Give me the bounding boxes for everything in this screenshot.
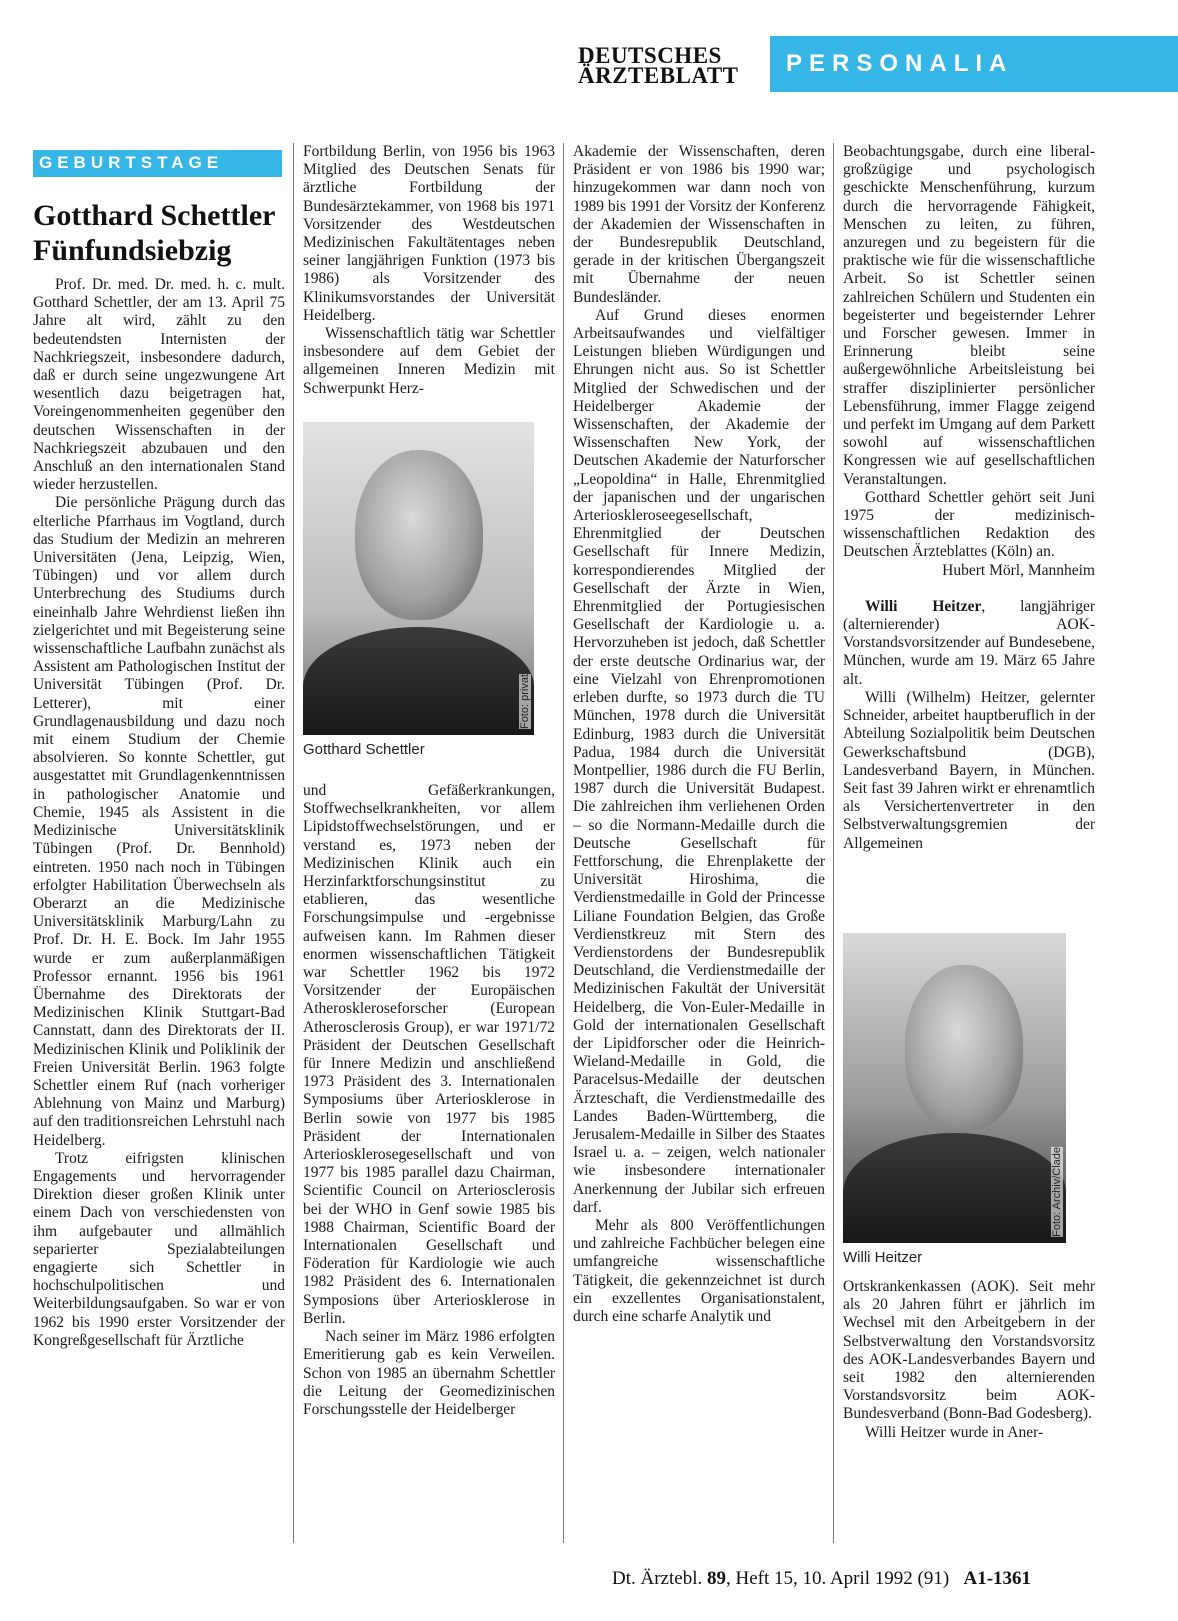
column-rule [563,143,564,1543]
paragraph: Prof. Dr. med. Dr. med. h. c. mult. Gotthard Schettler, der am 13. April 75 Jahre alt wird, zählt zu den bedeutendsten Internisten der Nachkriegszeit, insbesondere dadurch, daß er durch seine ungezwungene Art wesentlich dazu beigetragen hat, Voreingenommenheiten gegenüber den deutschen Wissenschaften in der Nachkriegszeit abzubauen und den Anschluß an den internationalen Stand wieder herzustellen. [33,276,285,494]
paragraph: Beobachtungsgabe, durch eine liberal-großzügige und psychologisch geschickte Menschenführung, kurzum durch die hervorragende Fähigkeit, Menschen zu leiten, zu führen, anzuregen und zu begeistern für die praktische wie für die wissenschaftliche Arbeit. So ist Schettler seinen zahlreichen Schülern und Studenten ein begeisterter und begeisternder Lehrer und Forscher gewesen. Immer in Erinnerung bleibt seine außergewöhnliche Arbeitsleistung bei straffer disziplinierter persönlicher Lebensführung, immer Flagge zeigend und perfekt im Umgang auf dem Parkett sowohl auf wissenschaftlichen Kongressen wie auf gesellschaftlichen Veranstaltungen. [843,143,1095,488]
paragraph: Nach seiner im März 1986 erfolgten Emeritierung gab es kein Verweilen. Schon von 1985 an übernahm Schettler die Leitung der Geomedizinischen Forschungsstelle der Heidelberger [303,1328,555,1418]
portrait-photo-heitzer [843,933,1066,1243]
article-column-4-bottom [843,1278,1095,1442]
paragraph: Ortskrankenkassen (AOK). Seit mehr als 20 Jahren führt er jährlich im Wechsel mit den Arbeitgebern in der Selbstverwaltung den Vorstandsvorsitz des AOK-Landesverbandes Bayern und seit 1982 den alternierenden Vorstandsvorsitz beim AOK-Bundesverband (Bonn-Bad Godesberg). [843,1278,1095,1423]
journal-logo [578,43,760,88]
paragraph: Fortbildung Berlin, von 1956 bis 1963 Mitglied des Deutschen Senats für ärztliche Fortbildung der Bundesärztekammer, von 1968 bis 1971 Vorsitzender des Westdeutschen Medizinischen Fakultätentages neben seiner langjährigen Funktion (1973 bis 1986) als Vorsitzender des Klinikumsvorstandes der Universität Heidelberg. [303,143,555,324]
person-name: Willi Heitzer [865,597,982,615]
rubric-band [33,150,282,177]
portrait-face [355,450,483,620]
paragraph: Trotz eifrigsten klinischen Engagements und hervorragender Direktion dieser großen Klinik unter einem Dach von verschiedensten von ihm aufgebauter und allmählich separierter Spezialabteilungen engagierte sich Schettler in hochschulpolitischen und Weiterbildungsaufgaben. So war er von 1962 bis 1990 erster Vorsitzender der Kongreßgesellschaft für Ärztliche [33,1149,285,1349]
paragraph: Mehr als 800 Veröffentlichungen und zahlreiche Fachbücher belegen eine umfangreiche wissenschaftliche Tätigkeit, die gekennzeichnet ist durch ein exzellentes Organisationstalent, durch eine scharfe Analytik und [573,1216,825,1325]
paragraph: Auf Grund dieses enormen Arbeitsaufwandes und vielfältiger Leistungen blieben Würdigungen und Ehrungen nicht aus. So ist Schettler Mitglied der Schwedischen und der Heidelberger Akademie der Wissenschaften, der Akademie der Wissenschaften New York, der Deutschen Akademie der Naturforscher „Leopoldina“ in Halle, Ehrenmitglied der japanischen und der ungarischen Arterioskleroseegesellschaft, Ehrenmitglied der Deutschen Gesellschaft für Innere Medizin, korrespondierendes Mitglied der Gesellschaft der Ärzte in Wien, Ehrenmitglied der Portugiesischen Gesellschaft der Kardiologie u. a. Hervorzuheben ist jedoch, daß Schettler der erste deutsche Ordinarius war, der eine Vielzahl von Ehrenpromotionen erleben durfte, so 1973 durch die TU München, 1978 durch die Universität Edinburg, 1983 durch die Universität Padua, 1984 durch die Universität Montpellier, 1986 durch die FU Berlin, 1987 durch die Universität Budapest. Die zahlreichen ihm verliehenen Orden – so die Normann-Medaille durch die Deutsche Gesellschaft für Fettforschung, die Ehrenplakette der Universität Hiroshima, die Verdienstmedaille in Gold der Princesse Liliane Foundation Belgien, das Große Verdienstkreuz mit Stern des Verdienstordens der Bundesrepublik Deutschland, die Verdienstmedaille der Medizinischen Fakultät der Universität Heidelberg, die Von-Euler-Medaille in Gold der internationalen Gesellschaft der Lipidforscher oder die Heinrich-Wieland-Medaille in Gold, die Paracelsus-Medaille der deutschen Ärzteschaft, die Verdienstmedaille des Landes Baden-Württemberg, die Jerusalem-Medaille in Silber des Staates Israel u. a. – zeigen, welch nationaler wie insbesondere internationaler Anerkennung der Jubilar sich erfreuen darf. [573,306,825,1216]
article-column-4 [843,143,1095,853]
column-rule [833,143,834,1543]
paragraph: Akademie der Wissenschaften, deren Präsident er von 1986 bis 1990 war; hinzugekommen war dann noch von 1989 bis 1991 der Vorsitz der Konferenz der Akademien der Wissenschaften in der Bundesrepublik Deutschland, gerade in der kritischen Übergangszeit mit Übernahme der neuen Bundesländer. [573,143,825,306]
portrait-photo-schettler [303,422,534,735]
logo-line-1: DEUTSCHES [578,43,722,68]
article-column-1 [33,276,285,1350]
portrait-suit [303,627,534,735]
article-headline [33,198,285,268]
paragraph: Wissenschaftlich tätig war Schettler insbesondere auf dem Gebiet der allgemeinen Inneren Medizin mit Schwerpunkt Herz- [303,325,555,397]
page-number: A1-1361 [963,1568,1032,1589]
photo-credit: Foto: Archiv/Clade [1051,1147,1063,1237]
issue-date: , Heft 15, 10. April 1992 (91) [725,1568,950,1589]
paragraph [843,598,1095,689]
author-signature: Hubert Mörl, Mannheim [942,561,1095,579]
section-band [770,36,1178,92]
article-column-3 [573,143,825,1326]
headline-line-1: Gotthard Schettler [33,199,276,232]
portrait-suit [843,1133,1066,1243]
page-footer [612,1568,1148,1590]
section-label: PERSONALIA [786,50,1014,77]
paragraph: Die persönliche Prägung durch das elterliche Pfarrhaus im Vogtland, durch das Studium der Medizin an mehreren Universitäten (Jena, Leipzig, Wien, Tübingen) und vor allem durch Unterbrechung des Studiums durch eineinhalb Jahre Wehrdienst ließen ihn zielgerichtet und mit Begeisterung seine wissenschaftliche Laufbahn zunächst als Assistent am Pathologischen Institut der Universität Tübingen (Prof. Dr. Letterer), mit einer Grundlagenausbildung und dazu noch mit einem Studium der Chemie absolvieren. So konnte Schettler, gut ausgestattet mit Grundlagenkenntnissen in pathologischer Anatomie und Chemie, 1945 als Assistent in die Medizinische Universitätsklinik Tübingen (Prof. Dr. Bennhold) eintreten. 1950 nach noch in Tübingen erfolgter Habilitation Überwechseln als Oberarzt an die Medizinische Universitätsklinik Marburg/Lahn zu Prof. Dr. H. E. Bock. Im Jahr 1955 wurde er zum außerplanmäßigen Professor ernannt. 1956 bis 1961 Übernahme des Direktorats der Medizinischen Klinik Stuttgart-Bad Cannstatt, dann des Direktorats der II. Medizinischen Klinik und Poliklinik der Freien Universität Berlin. 1963 folgte Schettler einem Ruf (nach vorheriger Ablehnung von Mainz und Marburg) auf den traditionsreichen Lehrstuhl nach Heidelberg. [33,494,285,1149]
paragraph: Gotthard Schettler gehört seit Juni 1975 der medizinisch-wissenschaftlichen Redaktion des Deutschen Ärzteblattes (Köln) an. [843,488,1095,561]
photo-credit: Foto: privat [519,673,531,729]
rubric-label: GEBURTSTAGE [39,153,224,172]
article-column-2-top [303,143,555,398]
paragraph: Willi (Wilhelm) Heitzer, gelernter Schneider, arbeitet hauptberuflich in der Abteilung Sozialpolitik beim Deutschen Gewerkschaftsbund (DGB), Landesverband Bayern, in München. Seit fast 39 Jahren wirkt er ehrenamtlich als Versichertenvertreter in den Selbstverwaltungsgremien der Allgemeinen [843,688,1095,852]
photo-caption: Gotthard Schettler [303,741,425,758]
logo-line-2: ÄRZTEBLATT [578,63,739,88]
column-rule [293,143,294,1543]
intro-text: , langjähriger (alternierender) AOK-Vorstandsvorsitzender auf Bundesebene, München, wurde am 19. März 65 Jahre alt. [843,597,1095,688]
paragraph: Willi Heitzer wurde in Aner- [865,1423,1044,1441]
headline-line-2: Fünfundsiebzig [33,234,232,267]
article-column-2-bottom [303,782,555,1419]
volume-number: 89 [706,1568,726,1589]
portrait-face [905,965,1023,1130]
journal-name: Dt. Ärztebl. [612,1568,703,1589]
paragraph: und Gefäßerkrankungen, Stoffwechselkrankheiten, vor allem Lipidstoffwechselstörungen, und er verstand es, 1973 neben der Medizinischen Klinik auch ein Herzinfarktforschungsinstitut zu etablieren, das wesentliche Forschungsimpulse und -ergebnisse aufweisen kann. Im Rahmen dieser enormen wissenschaftlichen Tätigkeit war Schettler 1962 bis 1972 Vorsitzender der Europäischen Atheroskleroseforscher (European Atherosclerosis Group), er war 1971/72 Präsident der Deutschen Gesellschaft für Innere Medizin und anschließend 1973 Präsident des 3. Internationalen Symposiums über Arteriosklerose in Berlin sowie von 1977 bis 1985 Präsident der Internationalen Arteriosklerosegesellschaft und von 1977 bis 1985 parallel dazu Chairman, Scientific Council on Arteriosclerosis bei der WHO in Genf sowie 1985 bis 1988 Chairman, Scientific Board der Internationalen Gesellschaft und Föderation für Kardiologie wie auch 1982 Präsident des 6. Internationalen Symposions über Arteriosklerose in Berlin. [303,782,555,1327]
photo-caption: Willi Heitzer [843,1249,923,1266]
